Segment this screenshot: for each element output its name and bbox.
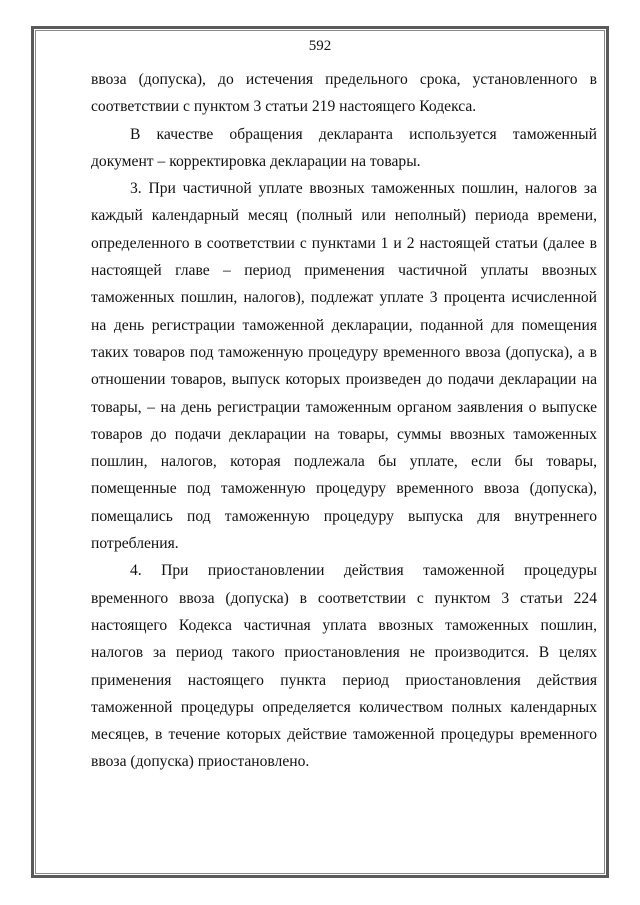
paragraph-declarant-request: В качестве обращения декларанта используется таможенный документ – корректировка декларации на товары. (91, 125, 597, 170)
page-number: 592 (308, 38, 332, 54)
paragraph-item-4: 4. При приостановлении действия таможенной процедуры временного ввоза (допуска) в соответствии с пунктом 3 статьи 224 настоящего Кодекса частичная уплата ввозных таможенных пошлин, налогов за период такого приостановления не производится. В целях применения настоящего пункта период приостановления действия таможенной процедуры определяется количеством полных календарных месяцев, в течение которых действие таможенной процедуры временного ввоза (допуска) приостановлено. (91, 562, 597, 771)
paragraph-item-3: 3. При частичной уплате ввозных таможенных пошлин, налогов за каждый календарный месяц (полный или неполный) периода времени, определенного в соответствии с пунктами 1 и 2 настоящей статьи (далее в настоящей главе – период применения частичной уплаты ввозных таможенных пошлин, налогов), подлежат уплате 3 процента исчисленной на день регистрации таможенной декларации, поданной для помещения таких товаров под таможенную процедуру временного ввоза (допуска), а в отношении товаров, выпуск которых произведен до подачи декларации на товары, – на день регистрации таможенным органом заявления о выпуске товаров до подачи декларации на товары, суммы ввозных таможенных пошлин, налогов, которая подлежала бы уплате, если бы товары, помещенные под таможенную процедуру временного ввоза (допуска), помещались под таможенную процедуру выпуска для внутреннего потребления. (91, 180, 597, 553)
paragraph-continuation: ввоза (допуска), до истечения предельного срока, установленного в соответствии с пунктом 3 статьи 219 настоящего Кодекса. (91, 71, 597, 116)
document-body (91, 66, 597, 776)
